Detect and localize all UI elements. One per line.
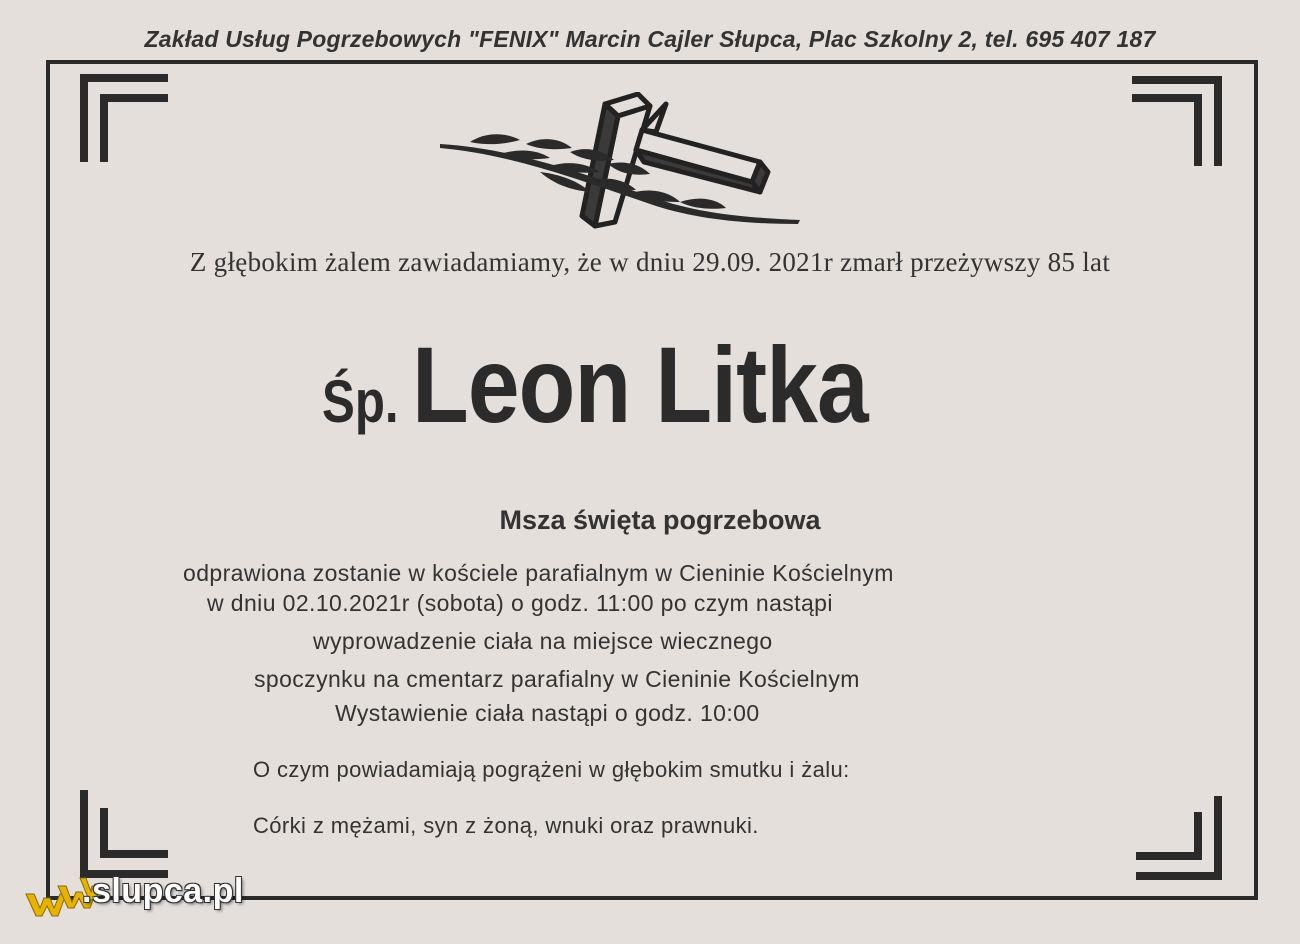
- mass-detail-line: w dniu 02.10.2021r (sobota) o godz. 11:00 po czym nastąpi: [207, 590, 833, 616]
- mass-heading: Msza święta pogrzebowa: [499, 505, 821, 535]
- mass-detail-line: wyprowadzenie ciała na miejsce wiecznego: [313, 628, 773, 654]
- funeral-home-header: Zakład Usług Pogrzebowych "FENIX" Marcin Cajler Słupca, Plac Szkolny 2, tel. 695 407 187: [144, 26, 1156, 52]
- death-announcement-text: Z głębokim żalem zawiadamiamy, że w dniu 29.09. 2021r zmarł przeżywszy 85 lat: [189, 247, 1111, 277]
- mass-detail-line: odprawiona zostanie w kościele parafialnym w Cieninie Kościelnym: [183, 560, 894, 586]
- mourners-list: Córki z mężami, syn z żoną, wnuki oraz prawnuki.: [253, 813, 759, 838]
- mass-detail-line: Wystawienie ciała nastąpi o godz. 10:00: [335, 700, 760, 726]
- corner-ornament-top-left: [72, 72, 172, 182]
- cross-and-palm-icon: [430, 92, 820, 242]
- deceased-name-block: [322, 322, 1022, 452]
- mass-detail-line: spoczynku na cmentarz parafialny w Cieninie Kościelnym: [254, 666, 860, 692]
- corner-ornament-top-right: [1128, 72, 1228, 182]
- corner-ornament-bottom-right: [1128, 782, 1228, 892]
- watermark-text: .slupca.pl: [82, 872, 244, 910]
- mourners-intro: O czym powiadamiają pogrążeni w głębokim smutku i żalu:: [253, 757, 850, 782]
- deceased-name: Leon Litka: [411, 324, 868, 445]
- deceased-name-prefix: Śp.: [322, 368, 399, 435]
